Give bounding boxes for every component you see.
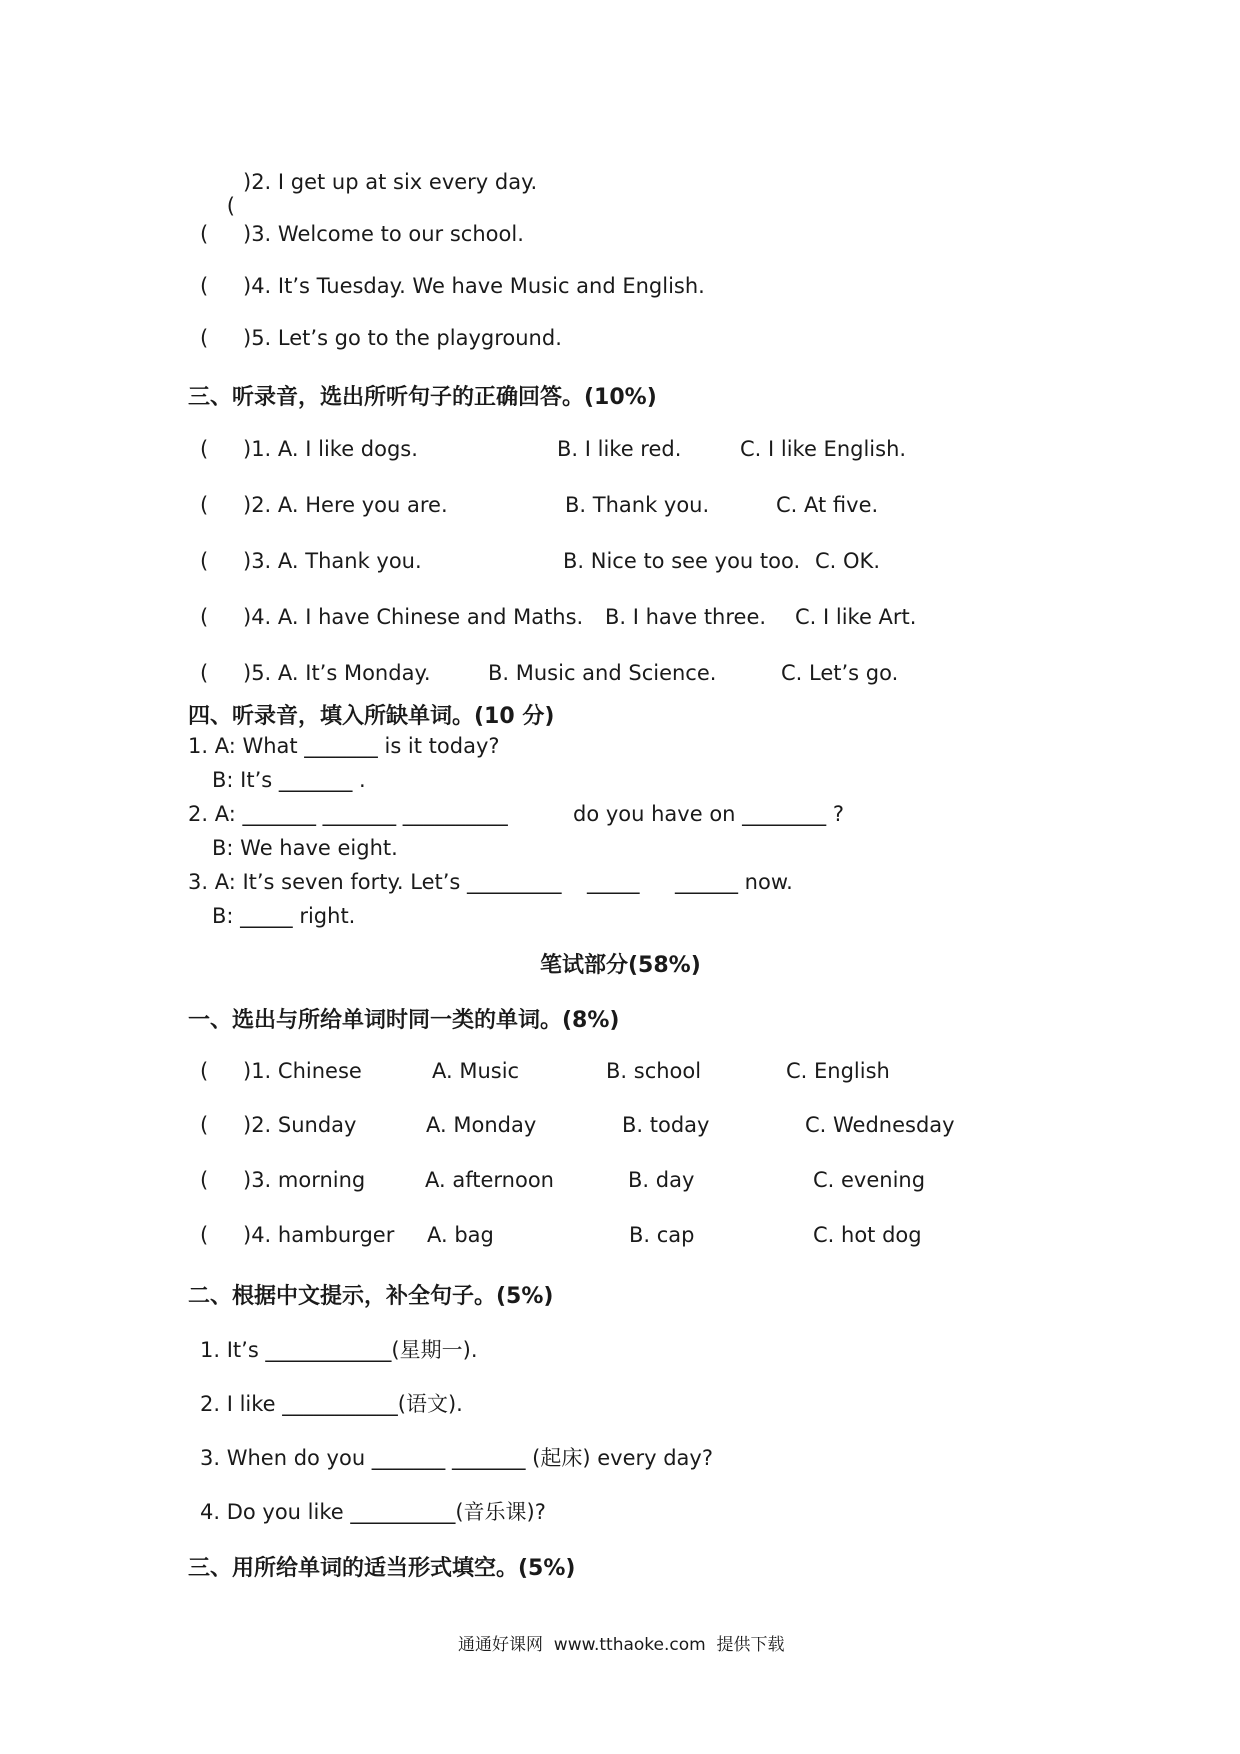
fill-in-sentence: 1. It’s ____________(星期一). xyxy=(200,1338,478,1362)
dialogue-line: B: _____ right. xyxy=(212,904,356,928)
answer-paren: ( xyxy=(200,493,209,517)
question-option-a: )5. A. It’s Monday. xyxy=(243,661,431,685)
option-b: B. school xyxy=(606,1059,702,1083)
list-item: )5. Let’s go to the playground. xyxy=(243,326,562,350)
section-heading: 三、听录音，选出所听句子的正确回答。(10%) xyxy=(188,385,657,410)
question-option-a: )1. A. I like dogs. xyxy=(243,437,418,461)
fill-in-sentence: 4. Do you like __________(音乐课)? xyxy=(200,1500,546,1524)
section-heading: 二、根据中文提示，补全句子。(5%) xyxy=(188,1284,554,1309)
dialogue-line: ______ now. xyxy=(675,870,793,894)
fill-in-sentence: 2. I like ___________(语文). xyxy=(200,1392,463,1416)
answer-paren: ( xyxy=(200,1223,209,1247)
option-a: A. bag xyxy=(427,1223,494,1247)
list-item: )4. It’s Tuesday. We have Music and English. xyxy=(243,274,705,298)
option-c: C. I like English. xyxy=(740,437,907,461)
option-c: C. Wednesday xyxy=(805,1113,955,1137)
answer-paren: ( xyxy=(200,661,209,685)
section-heading: 四、听录音，填入所缺单词。(10 分) xyxy=(188,704,555,729)
answer-paren: ( xyxy=(200,1113,209,1137)
option-c: C. At five. xyxy=(776,493,879,517)
option-c: C. hot dog xyxy=(813,1223,922,1247)
answer-paren: ( xyxy=(200,326,209,350)
question-word: )3. morning xyxy=(243,1168,366,1192)
question-word: )2. Sunday xyxy=(243,1113,357,1137)
option-b: B. Thank you. xyxy=(565,493,710,517)
page-footer: 通通好课网 www.tthaoke.com 提供下载 xyxy=(458,1635,785,1655)
dialogue-line: 2. A: _______ _______ __________ xyxy=(188,802,508,826)
dialogue-line: 1. A: What _______ is it today? xyxy=(188,734,500,758)
answer-paren: ( xyxy=(200,549,209,573)
answer-paren: ( xyxy=(200,1059,209,1083)
option-b: B. today xyxy=(622,1113,710,1137)
question-option-a: )3. A. Thank you. xyxy=(243,549,422,573)
question-word: )1. Chinese xyxy=(243,1059,362,1083)
section-heading: 三、用所给单词的适当形式填空。(5%) xyxy=(188,1556,576,1581)
question-option-a: )2. A. Here you are. xyxy=(243,493,448,517)
option-c: C. I like Art. xyxy=(795,605,917,629)
section-heading: 一、选出与所给单词时同一类的单词。(8%) xyxy=(188,1008,620,1033)
option-c: C. OK. xyxy=(815,549,880,573)
option-b: B. I have three. xyxy=(605,605,767,629)
option-b: B. cap xyxy=(629,1223,695,1247)
option-c: C. English xyxy=(786,1059,890,1083)
option-a: A. Music xyxy=(432,1059,520,1083)
answer-paren: ( xyxy=(200,274,209,298)
option-c: C. Let’s go. xyxy=(781,661,899,685)
list-item: )3. Welcome to our school. xyxy=(243,222,524,246)
option-b: B. Music and Science. xyxy=(488,661,717,685)
question-option-a: )4. A. I have Chinese and Maths. xyxy=(243,605,584,629)
option-c: C. evening xyxy=(813,1168,926,1192)
answer-paren: ( xyxy=(226,194,235,218)
fill-in-sentence: 3. When do you _______ _______ (起床) every day? xyxy=(200,1446,713,1470)
option-a: A. afternoon xyxy=(425,1168,554,1192)
option-b: B. Nice to see you too. xyxy=(563,549,801,573)
list-item: )2. I get up at six every day. xyxy=(243,170,538,194)
answer-paren: ( xyxy=(200,605,209,629)
answer-paren: ( xyxy=(200,1168,209,1192)
page-section-title: 笔试部分(58%) xyxy=(540,953,701,978)
dialogue-line: B: We have eight. xyxy=(212,836,398,860)
option-b: B. day xyxy=(628,1168,695,1192)
option-a: A. Monday xyxy=(426,1113,537,1137)
answer-paren: ( xyxy=(200,437,209,461)
option-b: B. I like red. xyxy=(557,437,682,461)
dialogue-blank: _____ xyxy=(587,870,640,894)
dialogue-line: do you have on ________ ? xyxy=(573,802,844,826)
dialogue-line: B: It’s _______ . xyxy=(212,768,366,792)
dialogue-line: 3. A: It’s seven forty. Let’s _________ xyxy=(188,870,562,894)
answer-paren: ( xyxy=(200,222,209,246)
question-word: )4. hamburger xyxy=(243,1223,395,1247)
